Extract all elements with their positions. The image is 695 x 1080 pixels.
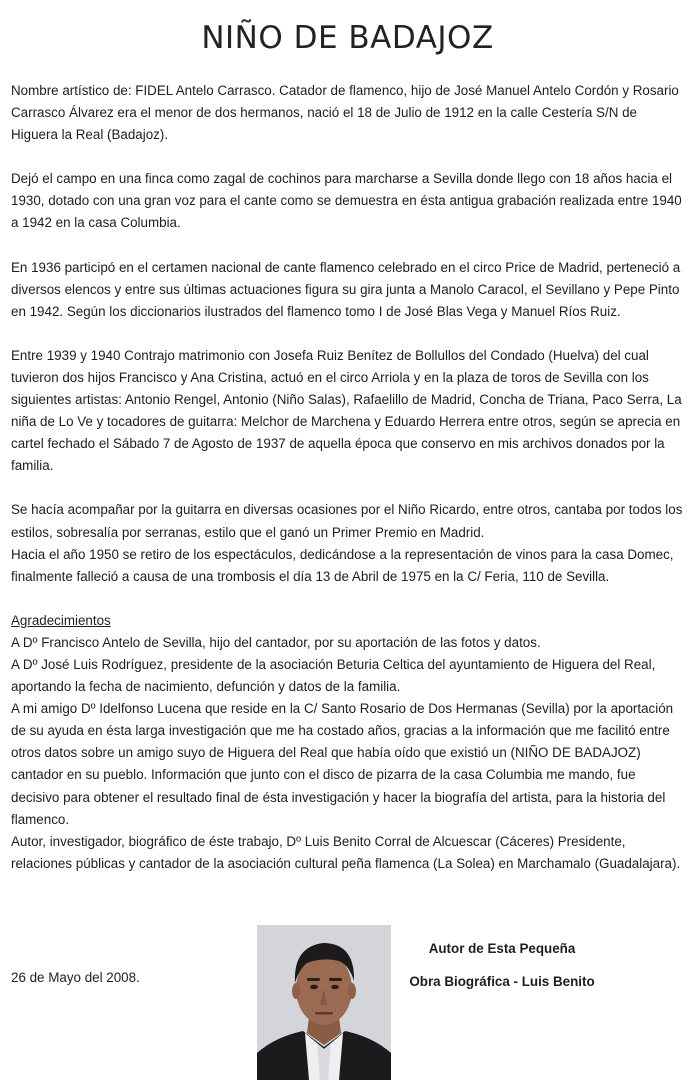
paragraph-name: Nombre artístico de: FIDEL Antelo Carrasco. Catador de flamenco, hijo de José Manuel Antelo Cordón y Rosario Carrasco Álvarez era el menor de dos hermanos, nació el 18 de Julio de 1912 en la calle Cestería S/N de Higuera la Real (Badajoz). [11, 83, 679, 143]
caption-line-1: Autor de Esta Pequeña [428, 941, 576, 956]
paragraph-guitarra: Se hacía acompañar por la guitarra en diversas ocasiones por el Niño Ricardo, entre otros, cantaba por todos los estilos, sobresalía por serranas, estilo que el ganó un Primer Premio en Madrid. [11, 502, 683, 540]
acknowledgement-item: A Dº Francisco Antelo de Sevilla, hijo del cantador, por su aportación de las fotos y datos. [11, 634, 541, 650]
paragraph-matrimonio: Entre 1939 y 1940 Contrajo matrimonio con Josefa Ruiz Benítez de Bollullos del Condado (Huelva) del cual tuvieron dos hijos Francisco y Ana Cristina, actuó en el circo Arriola y en la plaza de toros de Sevilla con los siguientes artistas: Antonio Rengel, Antonio (Niño Salas), Rafaelillo de Madrid, Concha de Triana, Paco Serra, La niña de Lo Ve y tocadores de guitarra: Melchor de Marchena y Eduardo Herrera entre otros, según se aprecia en cartel fechado el Sábado 7 de Agosto de 1937 de aquella época que conservo en mis archivos donados por la familia. [11, 347, 682, 474]
paragraph-sevilla: Dejó el campo en una finca como zagal de cochinos para marcharse a Sevilla donde llego con 18 años hacia el 1930, dotado con una gran voz para el cante como se demuestra en ésta antigua grabación realizada entre 1940 a 1942 en la casa Columbia. [11, 171, 682, 231]
acknowledgement-item: A mi amigo Dº Idelfonso Lucena que reside en la C/ Santo Rosario de Dos Hermanas (Sevilla) por la aportación de su ayuda en ésta larga investigación que me ha costado años, gracias a la información que me facilitó entre otros datos sobre un amigo suyo de Higuera del Real que había oído que existió un (NIÑO DE BADAJOZ) cantador en su pueblo. Información que junto con el disco de pizarra de la casa Columbia me mando, fue decisivo para obtener el resultado final de ésta investigación y hacer la biografía del artista, para la historia del flamenco. [11, 701, 674, 827]
acknowledgement-item: Autor, investigador, biográfico de éste trabajo, Dº Luis Benito Corral de Alcuescar (Cáceres) Presidente, relaciones públicas y cantador de la asociación cultural peña flamenca (La Solea) en Marchamalo (Guadalajara). [11, 833, 681, 871]
paragraph-certamen: En 1936 participó en el certamen nacional de cante flamenco celebrado en el circo Price de Madrid, perteneció a diversos elencos y entre sus últimas actuaciones figura su gira junta a Manolo Caracol, el Sevillano y Pepe Pinto en 1942. Según los diccionarios ilustrados del flamenco tomo I de José Blas Vega y Manuel Ríos Ruiz. [11, 259, 681, 319]
paragraph-retiro: Hacia el año 1950 se retiro de los espectáculos, dedicándose a la representación de vinos para la casa Domec, finalmente falleció a causa de una trombosis el día 13 de Abril de 1975 en la C/ Feria, 110 de Sevilla. [11, 546, 674, 584]
author-photo [257, 925, 391, 1080]
acknowledgement-item: A Dº José Luis Rodríguez, presidente de la asociación Beturia Celtica del ayuntamiento de Higuera del Real, aportando la fecha de nacimiento, defunción y datos de la familia. [11, 656, 656, 695]
document-date: 26 de Mayo del 2008. [11, 970, 140, 985]
caption-line-2: Obra Biográfica - Luis Benito [409, 974, 595, 989]
acknowledgements-heading: Agradecimientos [11, 612, 111, 628]
page-title: NIÑO DE BADAJOZ [201, 20, 494, 56]
document-body [11, 80, 687, 875]
author-portrait-icon [257, 925, 391, 1080]
photo-caption [392, 925, 612, 1005]
